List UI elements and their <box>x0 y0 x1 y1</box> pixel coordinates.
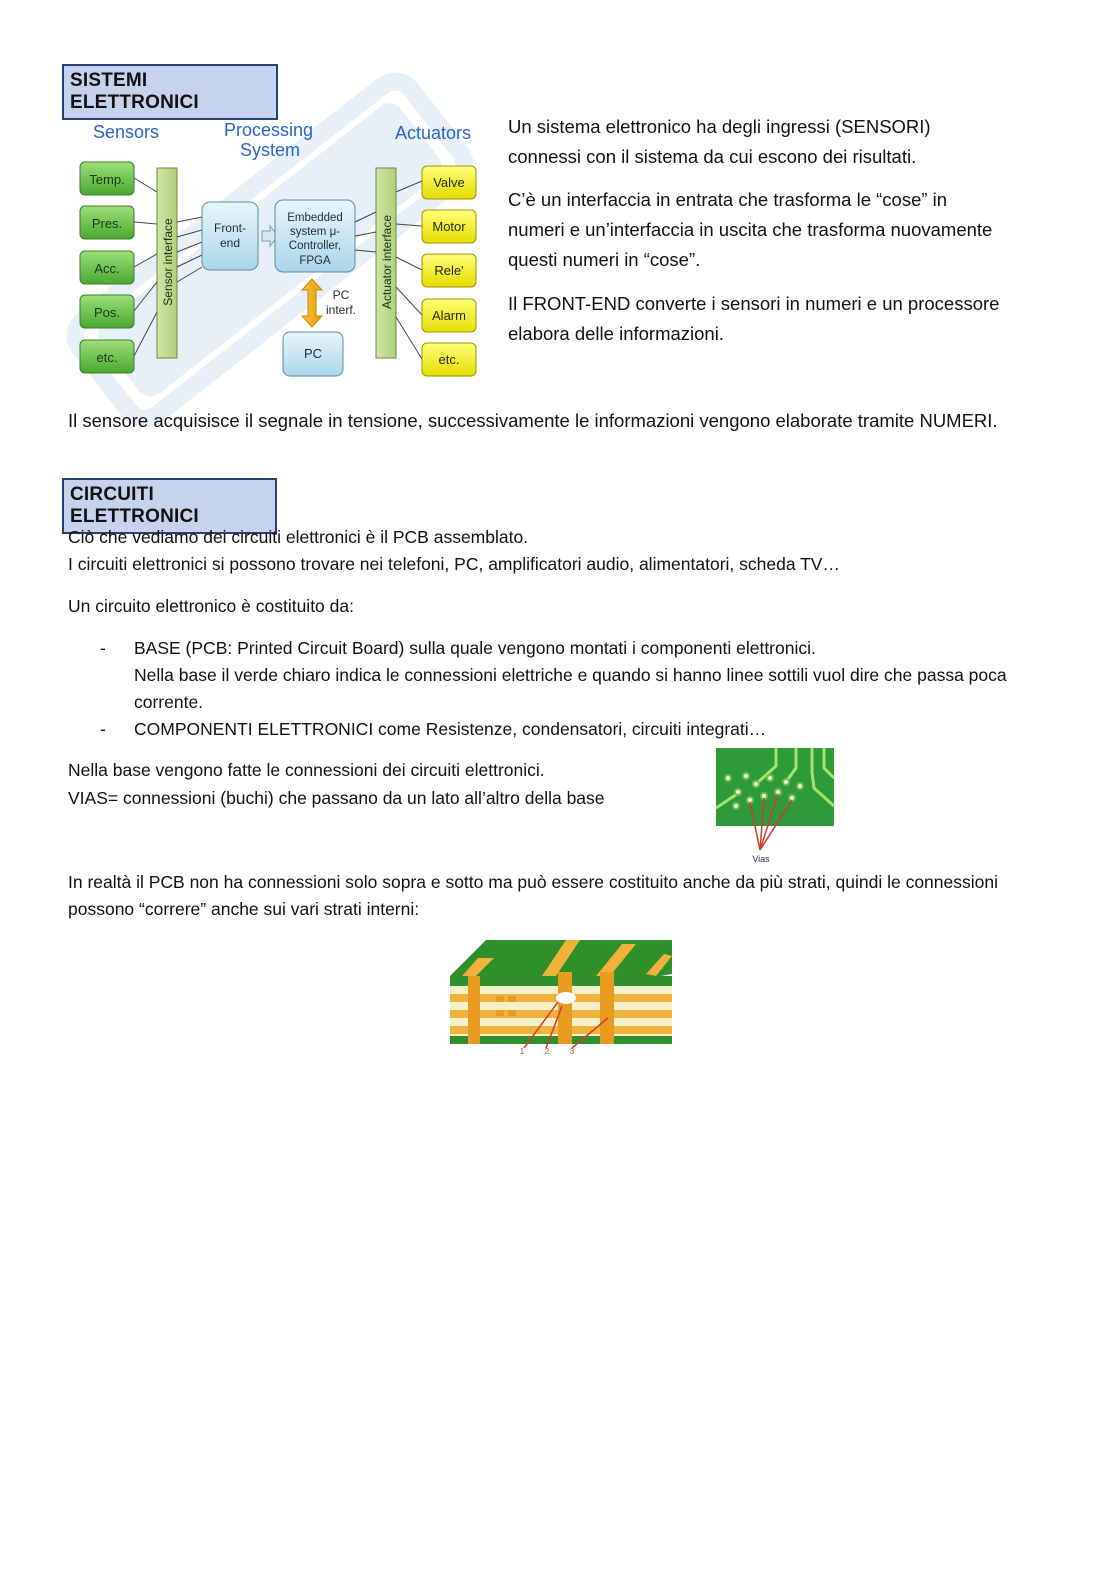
actuator-box-alarm <box>422 299 476 332</box>
electronic-system-diagram <box>72 112 488 384</box>
sensor-box-etc <box>80 340 134 373</box>
actuator-label: Alarm <box>432 308 466 323</box>
section-heading-circuiti: CIRCUITI ELETTRONICI <box>62 478 277 534</box>
section-heading-sistemi: SISTEMI ELETTRONICI <box>62 64 278 120</box>
sensor-label: Pres. <box>91 216 123 231</box>
pcb-vias-image <box>716 748 836 868</box>
paragraph-sensore: Il sensore acquisisce il segnale in tensione, successivamente le informazioni vengono elaborate tramite NUMERI. <box>68 410 998 431</box>
line-costituito-da: Un circuito elettronico è costituito da: <box>68 596 354 616</box>
actuator-label: Rele' <box>434 263 464 278</box>
pc-interf-label-2: interf. <box>325 303 357 317</box>
line-pcb-assemblato: Ciò che vediamo dei circuiti elettronici è il PCB assemblato. <box>68 527 529 547</box>
col-sensors-title: Sensors <box>93 122 160 142</box>
line-dove-trovare: I circuiti elettronici si possono trovare nei telefoni, PC, amplificatori audio, alimentatori, scheda TV… <box>68 554 840 574</box>
embedded-label-1: Embedded <box>287 212 343 224</box>
actuator-box-valve <box>422 166 476 199</box>
pc-label: PC <box>303 346 323 361</box>
sensor-label: Acc. <box>94 261 120 276</box>
sensor-box-acc <box>80 251 134 284</box>
vias-label: Vias <box>752 854 770 864</box>
bullet-dash-1: - <box>100 638 106 658</box>
embedded-label-2: system μ- <box>289 226 341 238</box>
bullet-dash-2: - <box>100 719 106 739</box>
sensor-label: etc. <box>96 350 118 365</box>
sensor-interface-label: Sensor interface <box>161 218 175 306</box>
line-nella-base: Nella base vengono fatte le connessioni dei circuiti elettronici. <box>68 760 545 780</box>
bullet-base-line-1: BASE (PCB: Printed Circuit Board) sulla quale vengono montati i componenti elettronici. <box>134 638 816 658</box>
actuator-box-etc <box>422 343 476 376</box>
pc-box <box>283 332 343 376</box>
bullet-componenti: COMPONENTI ELETTRONICI come Resistenze, condensatori, circuiti integrati… <box>134 719 767 739</box>
frontend-label-1: Front- <box>213 221 247 235</box>
paragraph-frontend: Il FRONT-END converte i sensori in numeri e un processore elabora delle informazioni. <box>508 293 1000 344</box>
actuator-label: Motor <box>432 219 466 234</box>
line-vias: VIAS= connessioni (buchi) che passano da un lato all’altro della base <box>68 788 605 808</box>
sensor-box-temp <box>80 162 134 195</box>
double-arrow-icon <box>302 279 322 327</box>
actuator-box-motor <box>422 210 476 243</box>
sensor-box-pos <box>80 295 134 328</box>
bullet-base-line-2: Nella base il verde chiaro indica le connessioni elettriche e quando si hanno linee sottili vuol dire che passa poca corrente. <box>134 665 1007 712</box>
frontend-label-2: end <box>219 236 241 250</box>
actuator-label: Valve <box>433 175 465 190</box>
col-processing-title-1: Processing <box>224 120 314 140</box>
layer-label-2: 2 <box>544 1047 550 1056</box>
multilayer-pcb-image <box>446 936 674 1056</box>
paragraph-sistema: Un sistema elettronico ha degli ingressi (SENSORI) connessi con il sistema da cui escono dei risultati. <box>508 116 931 167</box>
embedded-label-4: FPGA <box>299 255 331 267</box>
actuator-box-rele <box>422 254 476 287</box>
paragraph-interfaccia: C’è un interfaccia in entrata che trasforma le “cose” in numeri e un’interfaccia in uscita che trasforma nuovamente questi numeri in “cose”. <box>508 189 993 270</box>
frontend-box <box>202 202 258 270</box>
embedded-label-3: Controller, <box>288 240 342 252</box>
col-actuators-title: Actuators <box>395 123 472 143</box>
sensor-label: Pos. <box>93 305 121 320</box>
sensor-label: Temp. <box>89 172 125 187</box>
pc-interf-label-1: PC <box>332 288 350 302</box>
layer-label-1: 1 <box>519 1047 525 1056</box>
col-processing-title-2: System <box>240 140 301 160</box>
actuator-label: etc. <box>438 352 460 367</box>
actuator-interface-label: Actuator interface <box>380 214 394 310</box>
embedded-system-box <box>275 200 355 272</box>
layer-label-3: 3 <box>569 1047 575 1056</box>
paragraph-strati: In realtà il PCB non ha connessioni solo sopra e sotto ma può essere costituito anche da più strati, quindi le connessioni possono “correre” anche sui vari strati interni: <box>68 872 998 919</box>
sensor-box-pres <box>80 206 134 239</box>
